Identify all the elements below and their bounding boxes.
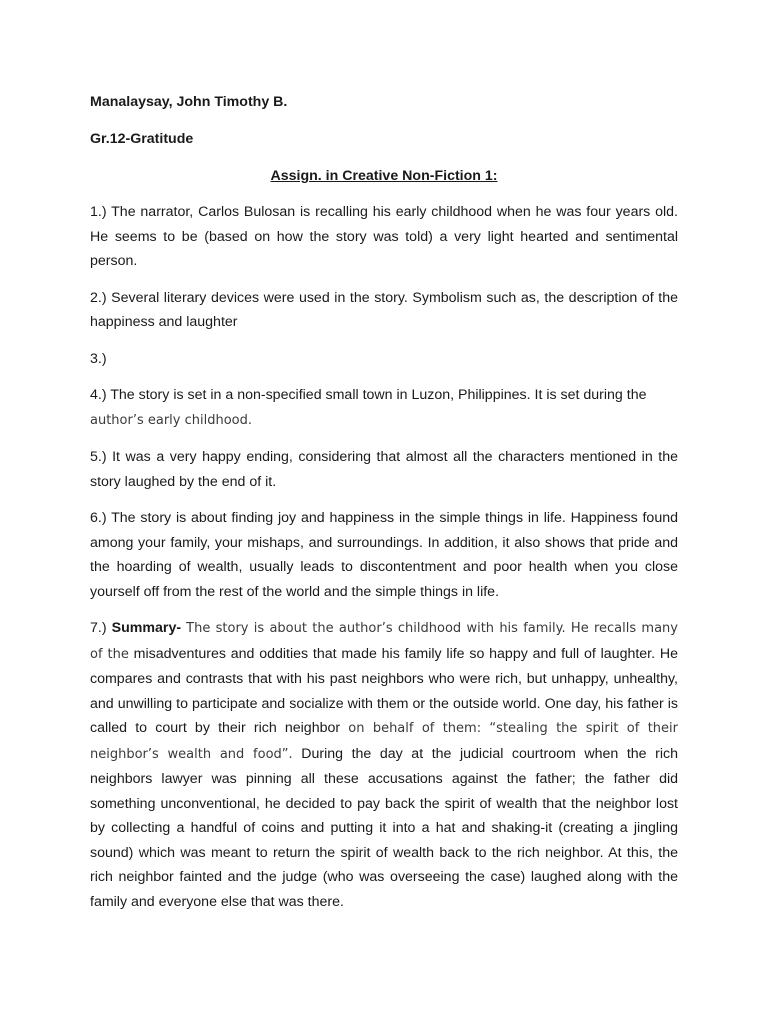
grade-section: Gr.12-Gratitude: [90, 131, 194, 147]
answer-7-number: 7.): [90, 620, 107, 636]
answer-4-tail: author’s early childhood.: [90, 412, 253, 428]
document-body: [90, 90, 678, 926]
assignment-title: Assign. in Creative Non-Fiction 1:: [270, 168, 498, 184]
answer-4: [90, 383, 678, 433]
answer-1: 1.) The narrator, Carlos Bulosan is recalling his early childhood when he was four years old. He seems to be (based on how the story was told) a very light hearted and sentimental person.: [90, 204, 678, 269]
summary-label: Summary-: [111, 620, 182, 636]
answer-3: 3.): [90, 350, 107, 367]
answer-4-main: 4.) The story is set in a non-specified small town in Luzon, Philippines. It is set during the: [90, 387, 647, 403]
summary-part-2: misadventures and oddities that made his family life so happy and full of laughter. He compares and contrasts that with his past neighbors who were rich, but unhappy, unhealthy, and unwilling to participate and socialize with them or the outside world. One day, his father is called to court by their rich neighbor: [90, 645, 678, 736]
summary-part-3: on behalf of them: “stealing the spirit of their neighbor’s wealth and food”.: [90, 721, 678, 762]
summary-part-1: The story is about the author’s childhood with his family. He recalls many of the: [90, 621, 678, 662]
answer-2: 2.) Several literary devices were used in the story. Symbolism such as, the description of the happiness and laughter: [90, 289, 678, 330]
answer-5: 5.) It was a very happy ending, considering that almost all the characters mentioned in the story laughed by the end of it.: [90, 449, 678, 490]
answer-7: [90, 616, 678, 914]
student-name: Manalaysay, John Timothy B.: [90, 94, 288, 110]
summary-part-4: During the day at the judicial courtroom when the rich neighbors lawyer was pinning all these accusations against the father; the father did something unconventional, he decided to pay back the spirit of wealth that the neighbor lost by collecting a handful of coins and putting it into a hat and shaking-it (creating a jingling sound) which was meant to return the spirit of wealth back to the rich neighbor. At this, the rich neighbor fainted and the judge (who was overseeing the case) laughed along with the family and everyone else that was there.: [90, 745, 678, 910]
answer-6: 6.) The story is about finding joy and happiness in the simple things in life. Happiness found among your family, your mishaps, and surroundings. In addition, it also shows that pride and the hoarding of wealth, usually leads to discontentment and poor health when you close yourself off from the rest of the world and the simple things in life.: [90, 510, 678, 600]
